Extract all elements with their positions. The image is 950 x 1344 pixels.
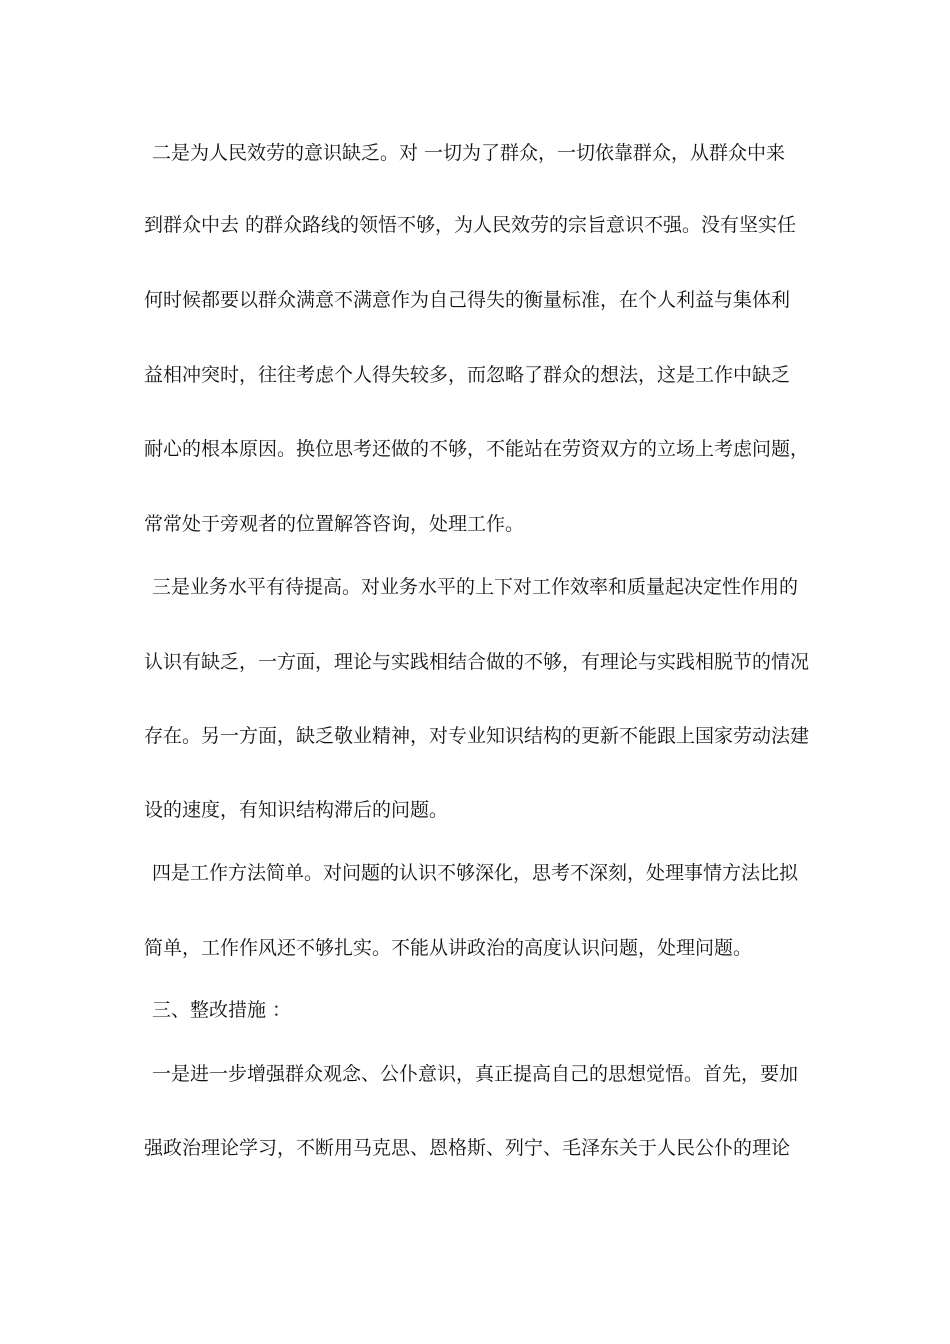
paragraph-line: 常常处于旁观者的位置解答咨询，处理工作。: [144, 513, 525, 535]
section-heading: 三、整改措施 ：: [152, 999, 292, 1021]
paragraph-line: 简单，工作作风还不够扎实。不能从讲政治的高度认识问题，处理问题。: [144, 937, 753, 959]
paragraph-line: 设的速度，有知识结构滞后的问题。: [144, 799, 449, 821]
paragraph-line: 存在。另一方面，缺乏敬业精神，对专业知识结构的更新不能跟上国家劳动法建: [144, 725, 810, 747]
paragraph-line: 何时候都要以群众满意不满意作为自己得失的衡量标准，在个人利益与集体利: [144, 289, 791, 311]
paragraph-line: 益相冲突时，往往考虑个人得失较多，而忽略了群众的想法，这是工作中缺乏: [144, 364, 791, 386]
paragraph-line: 强政治理论学习，不断用马克思、恩格斯、列宁、毛泽东关于人民公仆的理论: [144, 1137, 791, 1159]
paragraph-line: 耐心的根本原因。换位思考还做的不够，不能站在劳资双方的立场上考虑问题，: [144, 438, 810, 460]
paragraph-line: 认识有缺乏，一方面，理论与实践相结合做的不够，有理论与实践相脱节的情况: [144, 651, 810, 673]
paragraph-line: 四是工作方法简单。对问题的认识不够深化，思考不深刻，处理事情方法比拟: [152, 862, 799, 884]
paragraph-line: 二是为人民效劳的意识缺乏。对 一切为了群众，一切依靠群众，从群众中来: [152, 142, 786, 164]
paragraph-line: 到群众中去 的群众路线的领悟不够，为人民效劳的宗旨意识不强。没有坚实任: [144, 214, 797, 236]
paragraph-line: 一是进一步增强群众观念、公仆意识，真正提高自己的思想觉悟。首先，要加: [152, 1063, 799, 1085]
paragraph-line: 三是业务水平有待提高。对业务水平的上下对工作效率和质量起决定性作用的: [152, 576, 799, 598]
